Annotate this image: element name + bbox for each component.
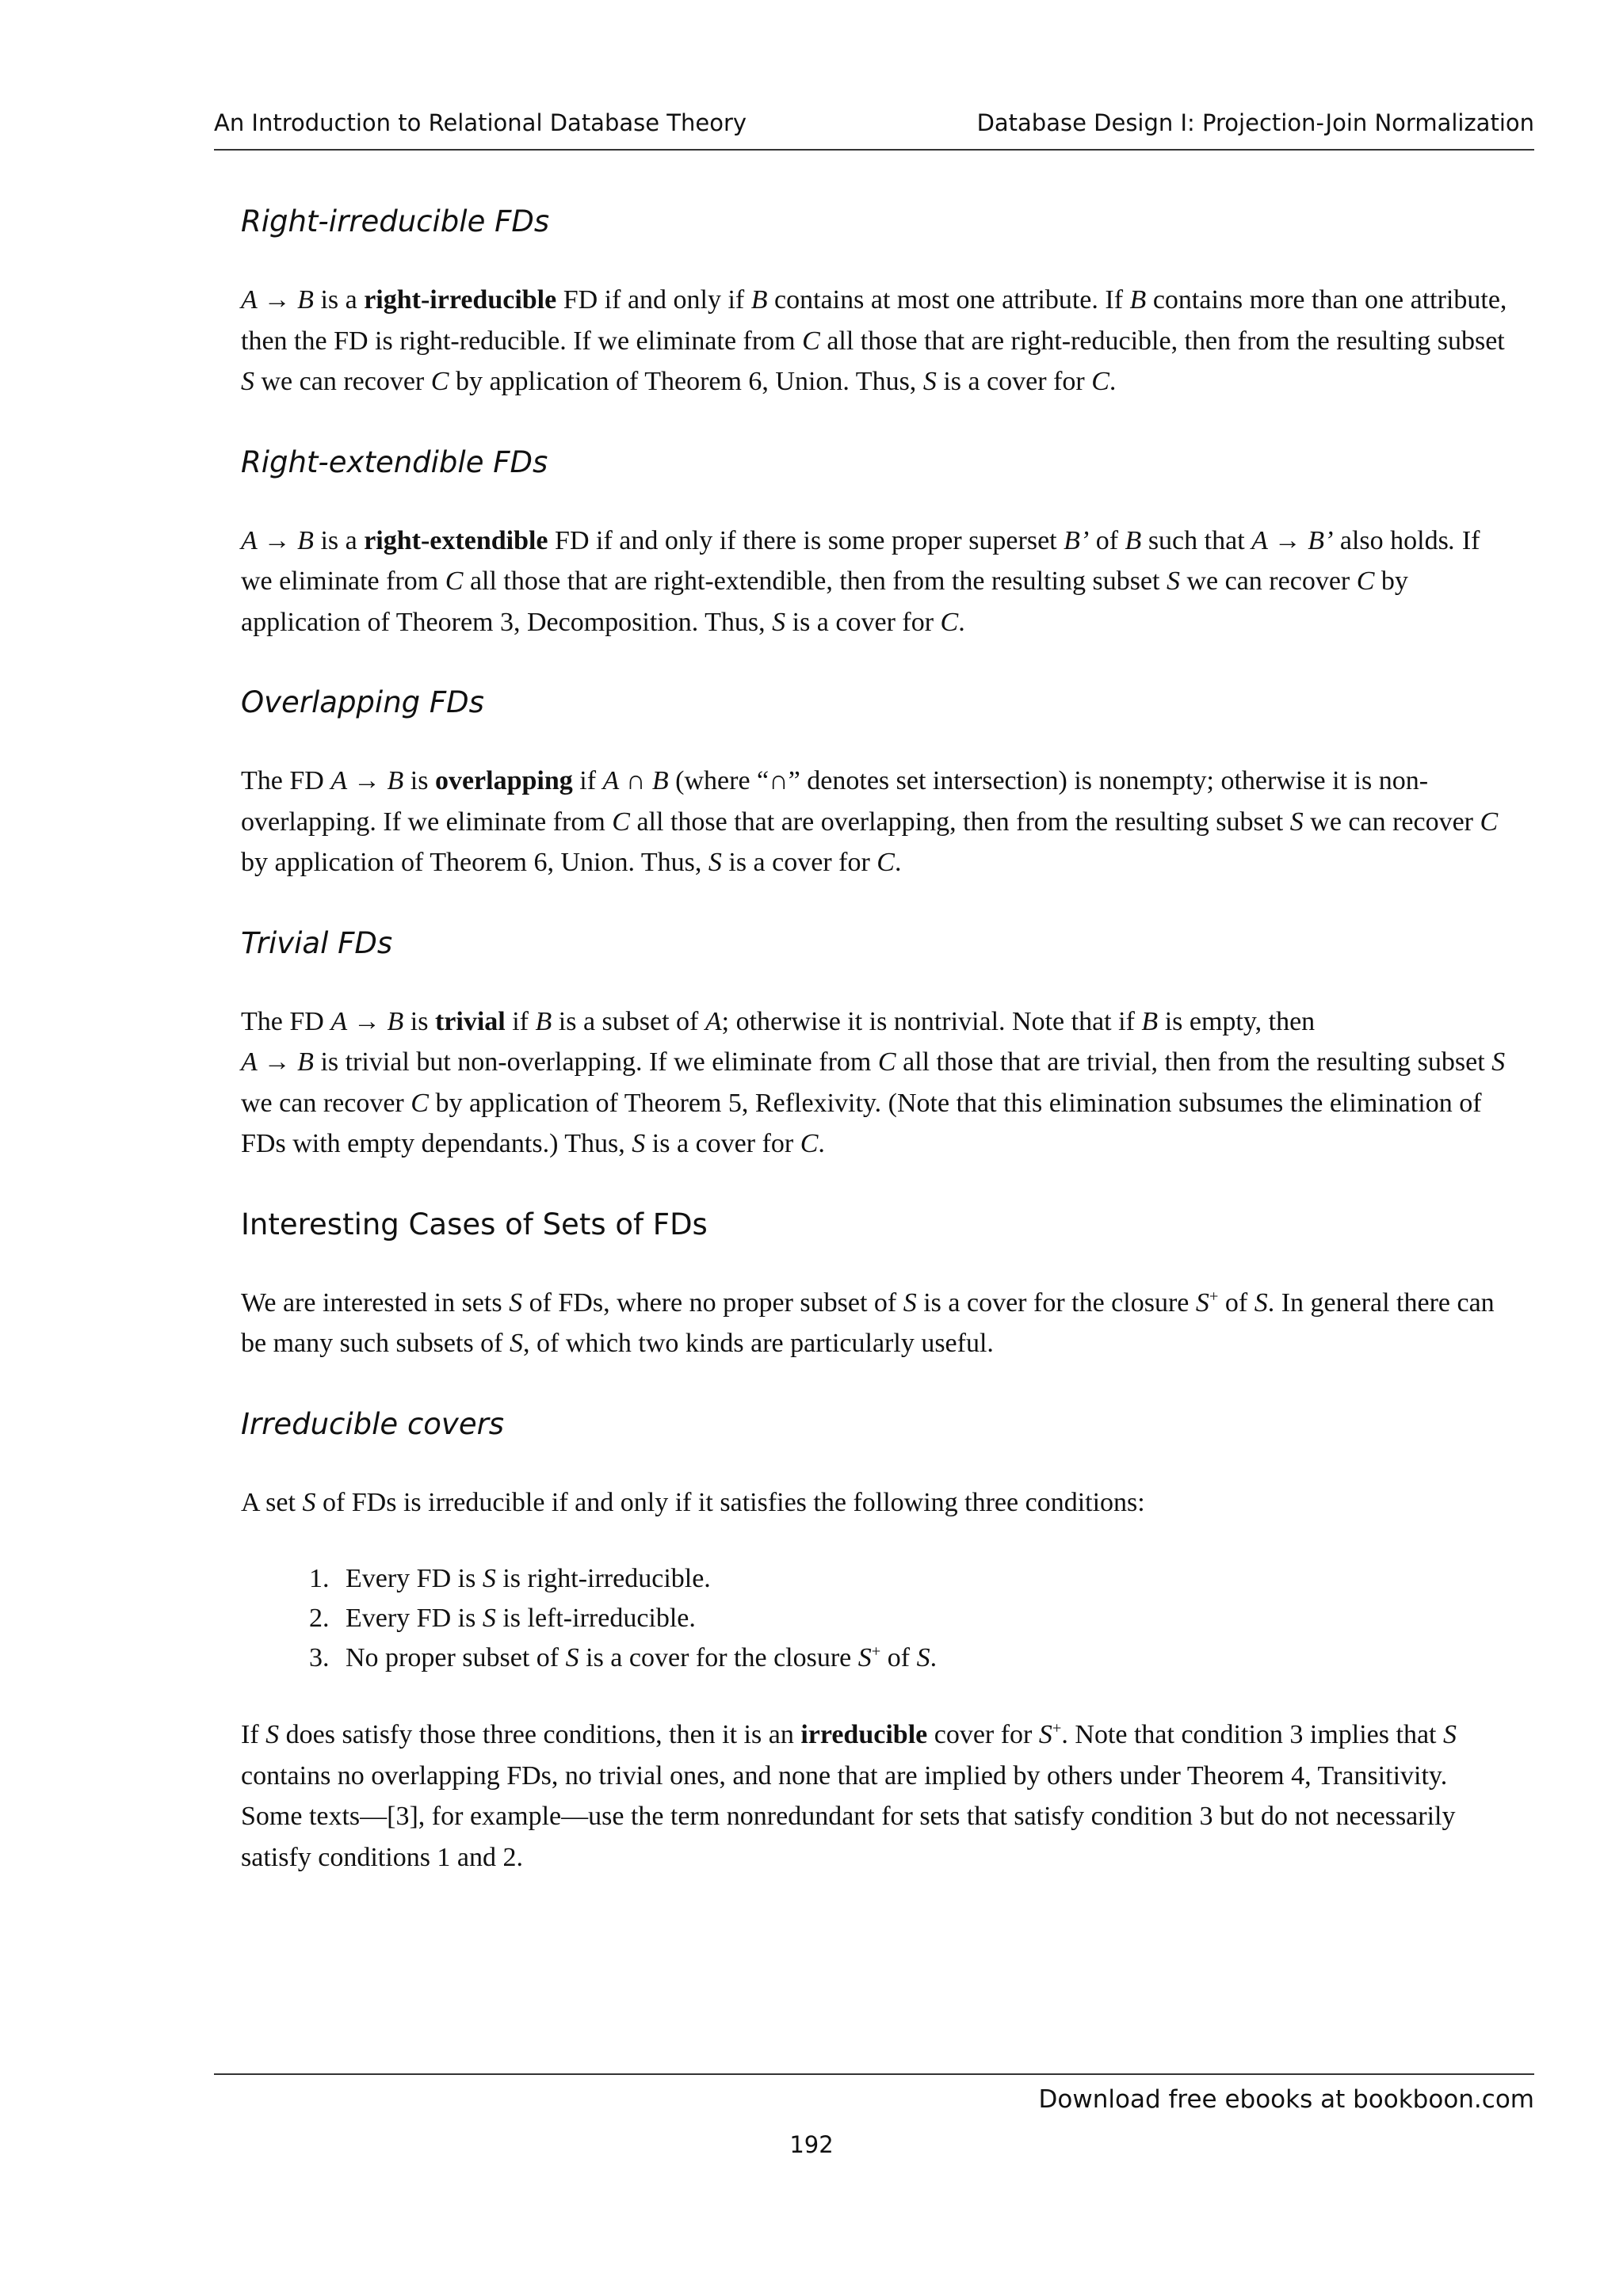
section-title-overlapping: Overlapping FDs bbox=[241, 685, 484, 719]
section-title-interesting-cases: Interesting Cases of Sets of FDs bbox=[241, 1207, 708, 1241]
paragraph-right-extendible: A → B is a right-extendible FD if and only if there is some proper superset B’ of B such that A → B’ also holds. If we eliminate from C all those that are right-extendible, then from the resulting subset S we can recover C by application of Theorem 3, Decomposition. Thus, S is a cover for C. bbox=[241, 525, 1480, 637]
paragraph-irreducible-intro: A set S of FDs is irreducible if and only if it satisfies the following three conditions: bbox=[241, 1487, 1145, 1517]
page-number: 192 bbox=[789, 2131, 834, 2158]
paragraph-trivial: The FD A → B is trivial if B is a subset of A; otherwise it is nontrivial. Note that if B is empty, then A → B is trivial but non-overlapping. If we eliminate from C all those that are trivial, then from the resulting subset S we can recover C by application of Theorem 5, Reflexivity. (Note that this elimination subsumes the elimination of FDs with empty dependants.) Thus, S is a cover for C. bbox=[241, 1006, 1506, 1158]
section-title-right-extendible: Right-extendible FDs bbox=[241, 444, 548, 479]
paragraph-interesting-cases: We are interested in sets S of FDs, where no proper subset of S is a cover for the closure S+ of S. In general there can be many such subsets of S, of which two kinds are particularly useful. bbox=[241, 1287, 1495, 1358]
section-title-right-irreducible: Right-irreducible FDs bbox=[241, 204, 550, 238]
paragraph-right-irreducible: A → B is a right-irreducible FD if and only if B contains at most one attribute. If B contains more than one attribute, then the FD is right-reducible. If we eliminate from C all those that are right-reducible, then from the resulting subset S we can recover C by application of Theorem 6, Union. Thus, S is a cover for C. bbox=[241, 285, 1507, 396]
paragraph-irreducible-closing: If S does satisfy those three conditions, then it is an irreducible cover for S+. Note that condition 3 implies that S contains no overlapping FDs, no trivial ones, and none that are implied by others under Theorem 4, Transitivity. Some texts—[3], for example—use the term nonredundant for sets that satisfy condition 3 but do not necessarily satisfy conditions 1 and 2. bbox=[241, 1719, 1457, 1872]
header-book-title: An Introduction to Relational Database Theory bbox=[214, 109, 747, 136]
paragraph-overlapping: The FD A → B is overlapping if A ∩ B (where “∩” denotes set intersection) is nonempty; otherwise it is non-overlapping. If we eliminate from C all those that are overlapping, then from the resulting subset S we can recover C by application of Theorem 6, Union. Thus, S is a cover for C. bbox=[241, 766, 1499, 877]
list-item: 2. Every FD is S is left-irreducible. bbox=[336, 1599, 1509, 1638]
list-item: 1. Every FD is S is right-irreducible. bbox=[336, 1559, 1509, 1599]
footer-divider bbox=[214, 2073, 1534, 2075]
list-item: 3. No proper subset of S is a cover for the closure S+ of S. bbox=[336, 1638, 1509, 1678]
header-chapter-title: Database Design I: Projection-Join Normalization bbox=[976, 109, 1534, 136]
section-title-trivial: Trivial FDs bbox=[241, 925, 393, 960]
section-title-irreducible-covers: Irreducible covers bbox=[241, 1406, 505, 1441]
running-header bbox=[214, 109, 1534, 151]
page-body bbox=[241, 204, 1509, 1878]
footer-download-link[interactable]: Download free ebooks at bookboon.com bbox=[1038, 2085, 1534, 2114]
conditions-list bbox=[241, 1559, 1509, 1678]
